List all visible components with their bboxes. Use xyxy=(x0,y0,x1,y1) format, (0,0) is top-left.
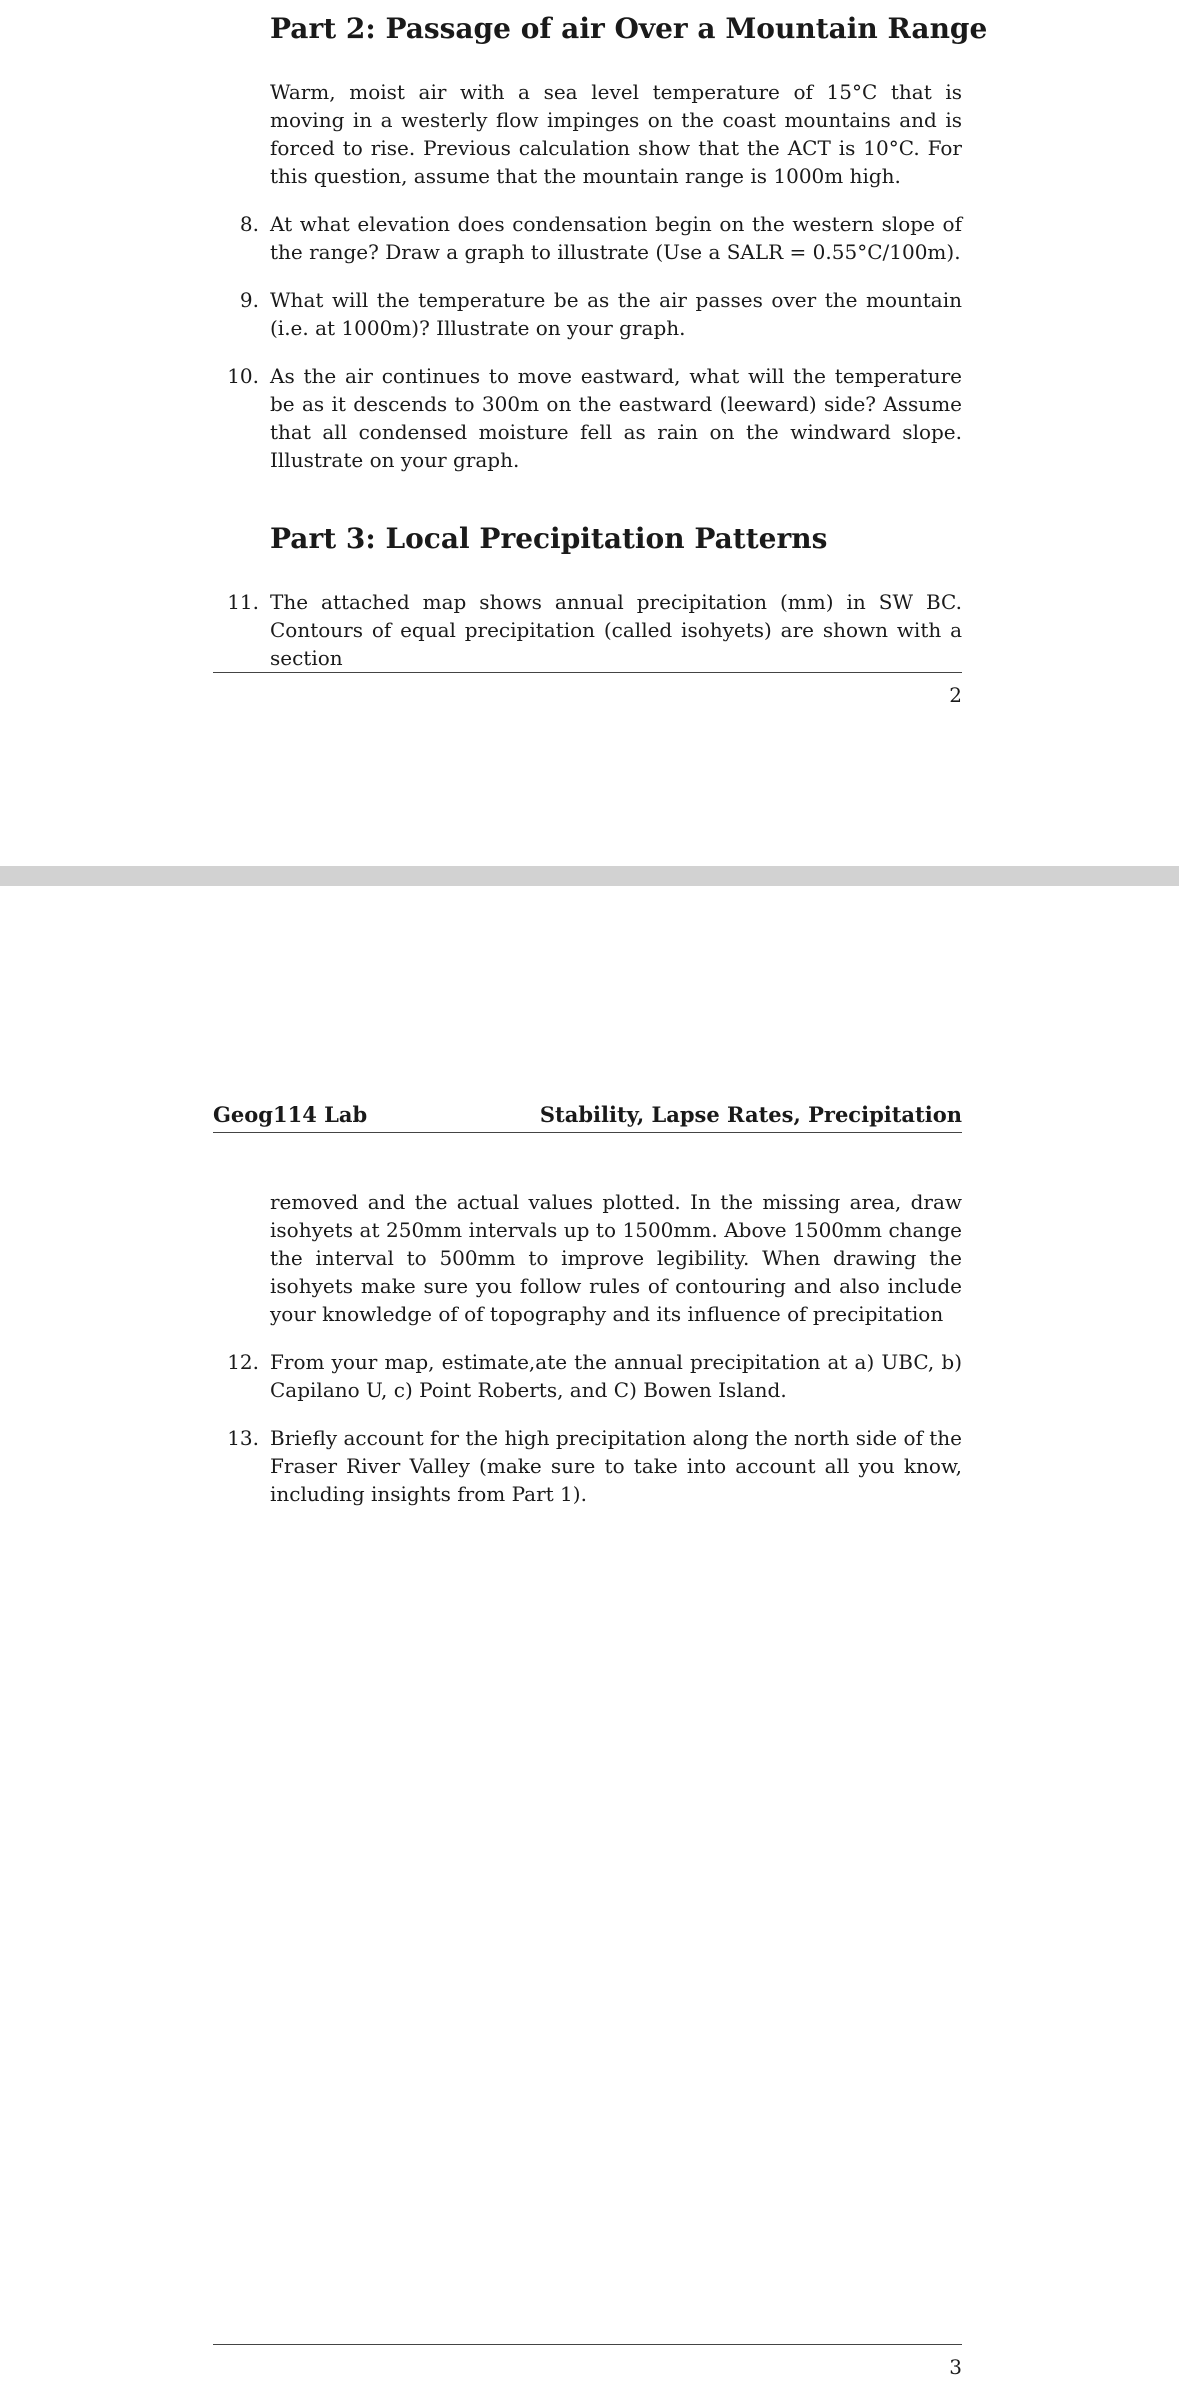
question-text: From your map, estimate,ate the annual precipitation at a) UBC, b) Capilano U, c) Point Roberts, and C) Bowen Island. xyxy=(270,1350,962,1402)
question-text: Briefly account for the high precipitation along the north side of the Fraser River Valley (make sure to take into account all you know, including insights from Part 1). xyxy=(270,1426,962,1506)
question-8 xyxy=(213,210,962,266)
question-number: 8. xyxy=(239,212,259,236)
question-12 xyxy=(213,1348,962,1404)
part3-heading: Part 3: Local Precipitation Patterns xyxy=(270,522,828,555)
part2-heading: Part 2: Passage of air Over a Mountain Range xyxy=(270,12,988,45)
question-9 xyxy=(213,286,962,342)
question-number: 9. xyxy=(239,288,259,312)
question-text: As the air continues to move eastward, what will the temperature be as it descends to 300m on the eastward (leeward) side? Assume that all condensed moisture fell as rain on the windward slope. Illustrate on your graph. xyxy=(270,364,962,472)
question-11-continued: removed and the actual values plotted. In the missing area, draw isohyets at 250mm intervals up to 1500mm. Above 1500mm change the interval to 500mm to improve legibility. When drawing the isohyets make sure you follow rules of contouring and also include your knowledge of of topography and its influence of precipitation xyxy=(270,1190,962,1326)
running-header-right: Stability, Lapse Rates, Precipitation xyxy=(539,1102,962,1127)
question-text: The attached map shows annual precipitation (mm) in SW BC. Contours of equal precipitation (called isohyets) are shown with a section xyxy=(270,590,962,670)
question-10 xyxy=(213,362,962,474)
page-number: 3 xyxy=(949,2355,962,2379)
page-number: 2 xyxy=(949,683,962,707)
question-11 xyxy=(213,588,962,672)
part2-intro-paragraph: Warm, moist air with a sea level temperature of 15°C that is moving in a westerly flow impinges on the coast mountains and is forced to rise. Previous calculation show that the ACT is 10°C. For this question, assume that the mountain range is 1000m high. xyxy=(270,80,962,188)
page-separator xyxy=(0,866,1179,886)
running-header-left: Geog114 Lab xyxy=(213,1102,368,1127)
question-text: What will the temperature be as the air passes over the mountain (i.e. at 1000m)? Illustrate on your graph. xyxy=(270,288,962,340)
footer-rule xyxy=(213,672,962,673)
page-3 xyxy=(0,886,1179,2386)
header-rule xyxy=(213,1132,962,1133)
question-number: 11. xyxy=(227,590,259,614)
question-number: 13. xyxy=(227,1426,259,1450)
question-number: 12. xyxy=(227,1350,259,1374)
question-13 xyxy=(213,1424,962,1508)
page-2 xyxy=(0,0,1179,866)
footer-rule xyxy=(213,2344,962,2345)
question-number: 10. xyxy=(227,364,259,388)
question-text: At what elevation does condensation begin on the western slope of the range? Draw a graph to illustrate (Use a SALR = 0.55°C/100m). xyxy=(270,212,962,264)
